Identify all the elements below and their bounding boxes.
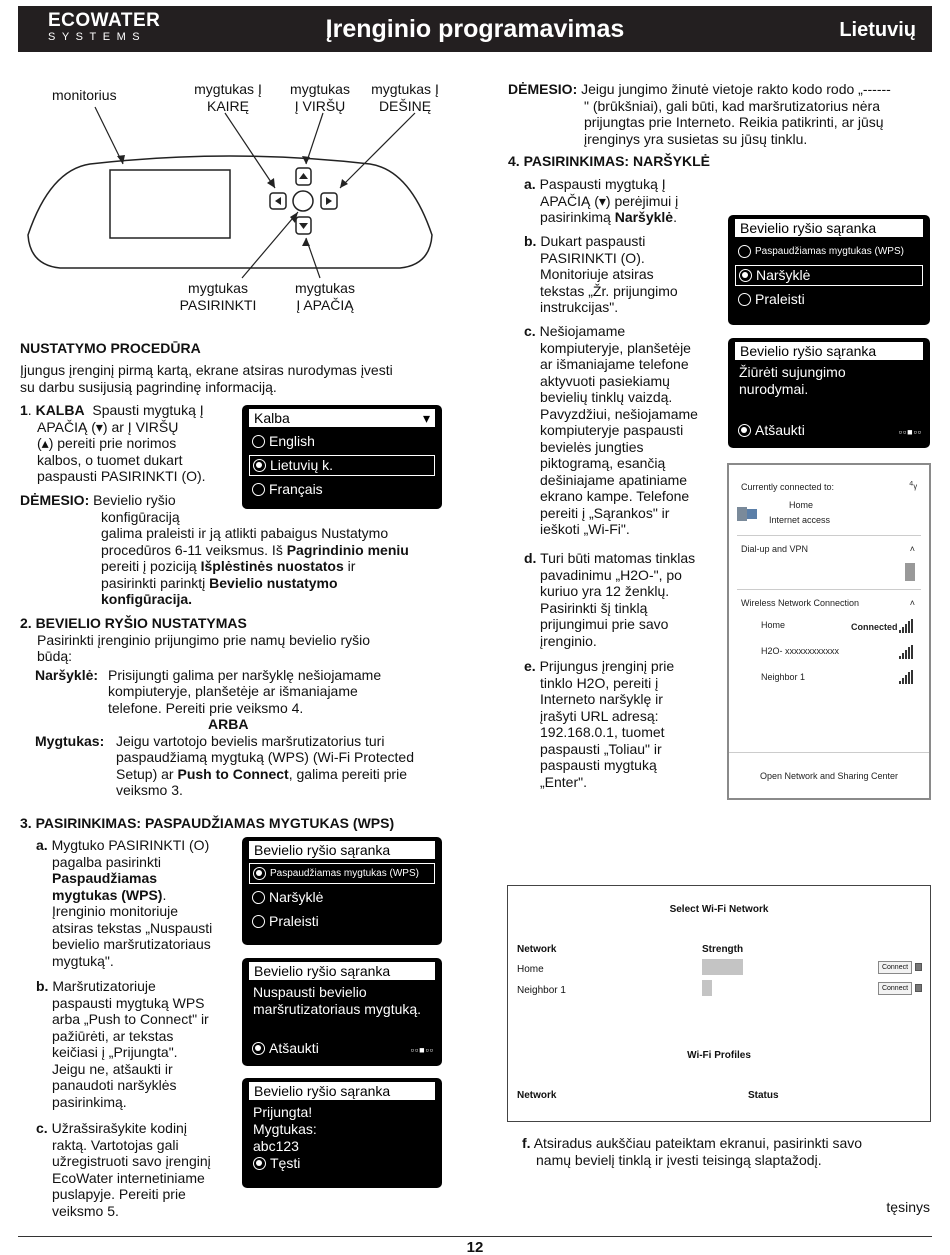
wifi-page-title: Select Wi-Fi Network [669,904,769,915]
brand-name: ECOWATER [48,10,161,31]
network-h2o[interactable]: H2O- xxxxxxxxxxxx [761,646,840,656]
page-header [18,6,932,52]
connect-button[interactable]: Connect [878,982,912,995]
step1-text: 1. KALBA Spausti mygtuką Į APAČIĄ (▾) ar Į VIRŠŲ (▴) pereiti prie norimos kalbos, o tuomet dukart paspausti PASIRINKTI (O). [20,402,206,484]
screen-connected: Bevielio ryšio sąranka Prijungta! Mygtukas: abc123 Tęsti [242,1078,442,1188]
label-right-button: mygtukas Į DEŠINĘ [371,81,439,114]
down-arrow-icon: ▾ [598,192,606,209]
step2-text: 2. BEVIELIO RYŠIO NUSTATYMAS Pasirinkti įrenginio prijungimo prie namų bevielio ryšio būdą: Naršyklė: Prisijungti galima per naršyklę nešiojamame kompiuteryje, planšetėje ar išmaniajame telefone. Pereiti prie veiksmo 4. ARBA Mygtukas: Jeigu vartotojo bevielis maršrutizatorius turi paspaudžiamą mygtuką (WPS) (Wi-Fi Protected Setup) ar Push to Connect, galima pereiti prie veiksmo 3. [20,615,414,798]
column-status: Status [748,1090,779,1101]
screen-wps-select: Bevielio ryšio sąranka Paspaudžiamas mygtukas (WPS) Naršyklė Praleisti [242,837,442,945]
open-network-center-link[interactable]: Open Network and Sharing Center [759,771,899,781]
column-network: Network [517,1090,557,1101]
network-home[interactable]: Home [761,620,786,630]
label-select-button: mygtukas PASIRINKTI [179,280,257,313]
step4-title: 4. PASIRINKIMAS: NARŠYKLĖ [508,153,710,169]
strength-bar-neighbor [702,980,712,996]
language-label: Lietuvių [839,19,916,41]
step4-f: f. Atsiradus aukščiau pateiktam ekranui, pasirinkti savo namų bevielį tinklą ir įvesti teisingą slaptažodį. [522,1135,863,1168]
modem-icon [905,563,915,581]
up-arrow-icon: ▴ [41,435,49,451]
page-number: 12 [466,1239,484,1255]
wifi-network-home: Home [517,964,544,975]
brand-subtitle: SYSTEMS [48,30,147,43]
screen-language: Kalba ▾ English Lietuvių k. Français [242,405,442,509]
down-arrow-icon: ▾ [95,418,103,435]
network-icon: ⁴ᵧ [908,479,917,491]
column-network: Network [517,944,557,955]
page-title: Įrenginio programavimas [325,15,625,43]
progress-dots: ▫▫■▫▫ [410,1045,434,1056]
step4-e: e. Prijungus įrenginį prie tinklo H2O, pereiti į Interneto naršyklę ir įrašyti URL adresą: 192.168.0.1, tuomet paspausti „Toliau" ir paspausti mygtuką „Enter". [524,658,675,790]
step4-b: b. Dukart paspausti PASIRINKTI (O). Monitoriuje atsiras tekstas „Žr. prijungimo instrukcijas". [524,233,678,315]
connected-to-label: Currently connected to: [741,482,835,492]
connected-status: Connected [851,622,898,632]
column-strength: Strength [702,944,744,955]
lock-icon [915,984,922,992]
label-left-button: mygtukas Į KAIRĘ [194,81,262,114]
secured-signal-icon [899,670,915,684]
dropdown-arrow-icon: ▾ [422,410,430,426]
label-monitor: monitorius [52,87,117,103]
screen-browser-select: Bevielio ryšio sąranka Paspaudžiamas mygtukas (WPS) Naršyklė Praleisti [728,215,930,325]
screen-view-instructions: Bevielio ryšio sąranka Žiūrėti sujungimo nurodymai. Atšaukti ▫▫■▫▫ [728,338,930,448]
wifi-select-page [507,885,931,1122]
label-up-button: mygtukas Į VIRŠŲ [290,81,350,114]
signal-strength-icon [899,619,915,633]
step3-c: c. Užrašsirašykite kodinį raktą. Vartotojas gali užregistruoti savo įrenginį EcoWater internetiniame puslapyje. Pereiti prie veiksmo 5. [36,1120,211,1219]
screen-press-router: Bevielio ryšio sąranka Nuspausti bevielio maršrutizatoriaus mygtuką. Atšaukti ▫▫■▫▫ [242,958,442,1066]
internet-access-label: Internet access [769,515,831,525]
step3-a: a. Mygtuko PASIRINKTI (O) pagalba pasirinkti Paspaudžiamas mygtukas (WPS). Įrenginio monitoriuje atsiras tekstas „Nuspausti bevielio maršrutizatoriaus mygtuką". [36,837,213,969]
network-neighbor[interactable]: Neighbor 1 [761,672,806,682]
step1-note: DĖMESIO: Bevielio ryšio konfigūraciją galima praleisti ir ją atlikti pabaigus Nustatymo procedūros 6-11 veiksmus. Iš Pagrindinio meniu pereiti į poziciją Išplėstinės nuostatos ir pasirinkti parinktį Bevielio nustatymo konfigūracija. [20,492,409,607]
step4-d: d. Turi būti matomas tinklas pavadinimu „H2O-", po kuriuo yra 12 ženklų. Pasirinkti šį tinklą prijungimui prie savo įrenginio. [524,550,696,649]
current-network-name: Home [789,500,814,510]
step3-b: b. Maršrutizatoriuje paspausti mygtuką WPS arba „Push to Connect" ir pažiūrėti, ar tekstas keičiasi į „Prijungta". Jeigu ne, atšaukti ir panaudoti naršyklės pasirinkimą. [36,978,209,1110]
wifi-network-neighbor: Neighbor 1 [517,985,566,996]
continues-label: tęsinys [886,1199,930,1215]
attention-note: DĖMESIO: Jeigu jungimo žinutė vietoje rakto kodo rodo „------ " (brūkšniai), gali būti, kad maršrutizatorius nėra prijungtas prie Interneto. Reikia patikrinti, ar jūsų įrenginys yra susietas su jūsų tinklu. [508,81,891,147]
setup-intro: Įjungus įrenginį pirmą kartą, ekrane atsiras nurodymas įvesti su darbu susijusią pagrindinę informaciją. [20,362,393,395]
progress-dots: ▫▫■▫▫ [898,427,922,438]
step4-a: a. Paspausti mygtuką Į APAČIĄ (▾) perėjimui į pasirinkimą Naršyklė. [524,176,679,225]
setup-heading: NUSTATYMO PROCEDŪRA [20,340,201,356]
wifi-profiles-title: Wi-Fi Profiles [687,1050,751,1061]
step3-title: 3. PASIRINKIMAS: PASPAUDŽIAMAS MYGTUKAS (WPS) [20,815,395,831]
signal-strength-icon [899,645,915,659]
windows-network-panel [727,463,931,800]
chevron-up-icon[interactable]: ˄ [909,544,915,554]
lock-icon [915,963,922,971]
computer-icon [737,503,759,521]
chevron-up-icon[interactable]: ˄ [909,598,915,608]
dialup-vpn-section[interactable]: Dial-up and VPN [741,544,809,554]
wireless-connection-section: Wireless Network Connection [741,598,860,608]
label-down-button: mygtukas Į APAČIĄ [295,280,355,313]
step4-c: c. Nešiojamame kompiuteryje, planšetėje ar išmaniajame telefone aktyvuoti pasiekiamų bevielių tinklų vaizdą. Pavyzdžiui, nešiojamame kompiuteryje paspausti bevielės jungties piktogramą, esančią dešiniajame apatiniame ekrano kampe. Telefone pereiti į „Sąrankos" ir ieškoti „Wi-Fi". [524,323,698,537]
strength-bar-home [702,959,743,975]
footer-divider [18,1236,932,1237]
connect-button[interactable]: Connect [878,961,912,974]
